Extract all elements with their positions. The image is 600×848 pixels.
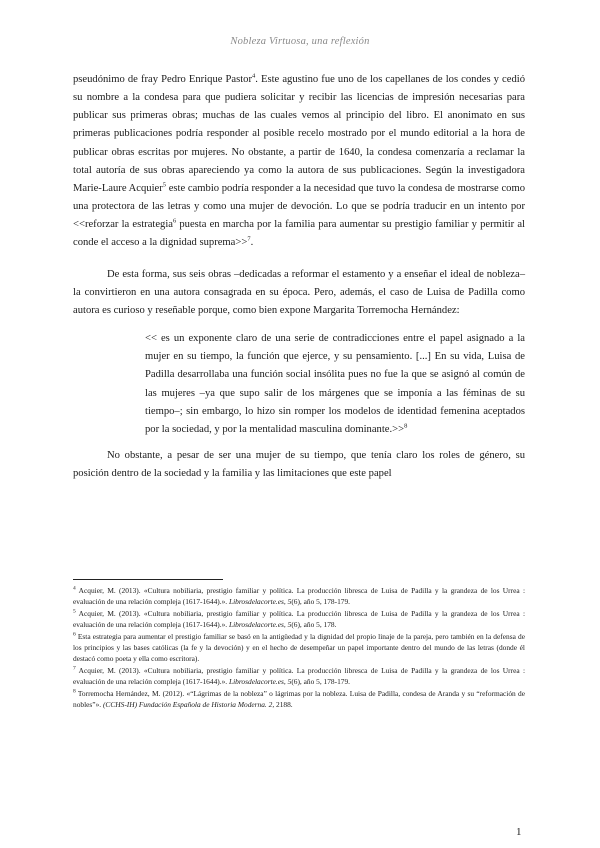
footnote-ref-8[interactable]: 8 bbox=[404, 422, 408, 430]
footnote-4: $^4$ Acquier, M. (2013). «Cultura nobiliaria, prestigio familiar y política. La producción libresca de Luisa de Padilla y la grandeza de los Urrea : evaluación de una relación compleja (1617-1644).». Librosdelacorte.es, 5(6), año 5, 178-179. bbox=[73, 585, 525, 606]
footnote-ref-6[interactable]: 6 bbox=[172, 217, 177, 225]
running-header: Nobleza Virtuosa, una reflexión bbox=[230, 36, 370, 47]
footnote-7: $^7$ Acquier, M. (2013). «Cultura nobiliaria, prestigio familiar y política. La producción libresca de Luisa de Padilla y la grandeza de los Urrea : evaluación de una relación compleja (1617-1644).». Librosdelacorte.es, 5(6), año 5, 178-179. bbox=[73, 665, 525, 686]
paragraph-3: No obstante, a pesar de ser una mujer de su tiempo, que tenía claro los roles de género, su posición dentro de la sociedad y la familia y las limitaciones que este papel bbox=[73, 449, 525, 480]
block-quote: << es un exponente claro de una serie de contradicciones entre el papel asignado a la mujer en su tiempo, la función que ejerce, y su pensamiento. [...] En su vida, Luisa de Padilla desarrollaba una función social insólita pues no fue la que se asignó al común de las mujeres –ya que supo salir de los márgenes que se imponía a las féminas de su tiempo–; sin embargo, lo hizo sin romper los modelos de identidad femenina aceptados por la sociedad, y por la mentalidad masculina dominante.>>$^8$ bbox=[145, 333, 525, 435]
footnote-ref-7[interactable]: 7 bbox=[247, 235, 251, 243]
footnote-ref-5[interactable]: 5 bbox=[162, 181, 167, 189]
footnote-ref-4[interactable]: 4 bbox=[252, 72, 256, 80]
footnote-6: $^6$ Esta estrategia para aumentar el prestigio familiar se basó en la antigüedad y la dignidad del propio linaje de la pareja, pero también en la defensa de los principios y las bases católicas (la fe y la devoción) y en el hecho de desempeñar un papel importante dentro del mundo de las letras (donde él destacó como poeta y ella como escritora). bbox=[73, 631, 525, 663]
paragraph-1: pseudónimo de fray Pedro Enrique Pastor$^4$. Este agustino fue uno de los capellanes de los condes y cedió su nombre a la condesa para que pudiera solicitar y recibir las licencias de impresión necesarias para publicar sus primeras obras; muchas de las cuales vemos al principio del libro. El anonimato en sus primeras publicaciones podría responder al posible recelo mostrado por el mundo editorial a la hora de publicar obras escritas por mujeres. No obstante, a partir de 1640, la condesa comenzaría a reclamar la total autoría de sus obras apareciendo ya como la autora de sus publicaciones. Según la investigadora Marie-Laure Acquier$^5$ este cambio podría responder a la necesidad que tuvo la condesa de mostrarse como una protectora de las letras y como una mujer de devoción. Lo que se podría traducir en un intento por <<reforzar la estrategia$^6$ puesta en marcha por la familia para aumentar su prestigio familiar y permitir al conde el acceso a la dignidad suprema>>$^7$. bbox=[73, 72, 525, 249]
footnote-divider bbox=[73, 579, 223, 580]
footnotes bbox=[73, 586, 525, 713]
main-text bbox=[73, 71, 525, 483]
footnote-5: $^5$ Acquier, M. (2013). «Cultura nobiliaria, prestigio familiar y política. La producción libresca de Luisa de Padilla y la grandeza de los Urrea : evaluación de una relación compleja (1617-1644).». Librosdelacorte.es, 5(6), año 5, 178. bbox=[73, 608, 525, 629]
footnote-8: $^8$ Torremocha Hernández, M. (2012). «“Lágrimas de la nobleza” o lágrimas por la nobleza. Luisa de Padilla, condesa de Aranda y su “reformación de nobles”». (CCHS-IH) Fundación Española de Historia Moderna. 2, 2188. bbox=[73, 688, 525, 709]
page-number: 1 bbox=[516, 826, 522, 838]
paragraph-2: De esta forma, sus seis obras –dedicadas a reformar el estamento y a enseñar el ideal de nobleza– la convirtieron en una autora consagrada en su época. Pero, además, el caso de Luisa de Padilla como autora es curioso y reseñable porque, como bien expone Margarita Torremocha Hernández: bbox=[73, 268, 525, 316]
